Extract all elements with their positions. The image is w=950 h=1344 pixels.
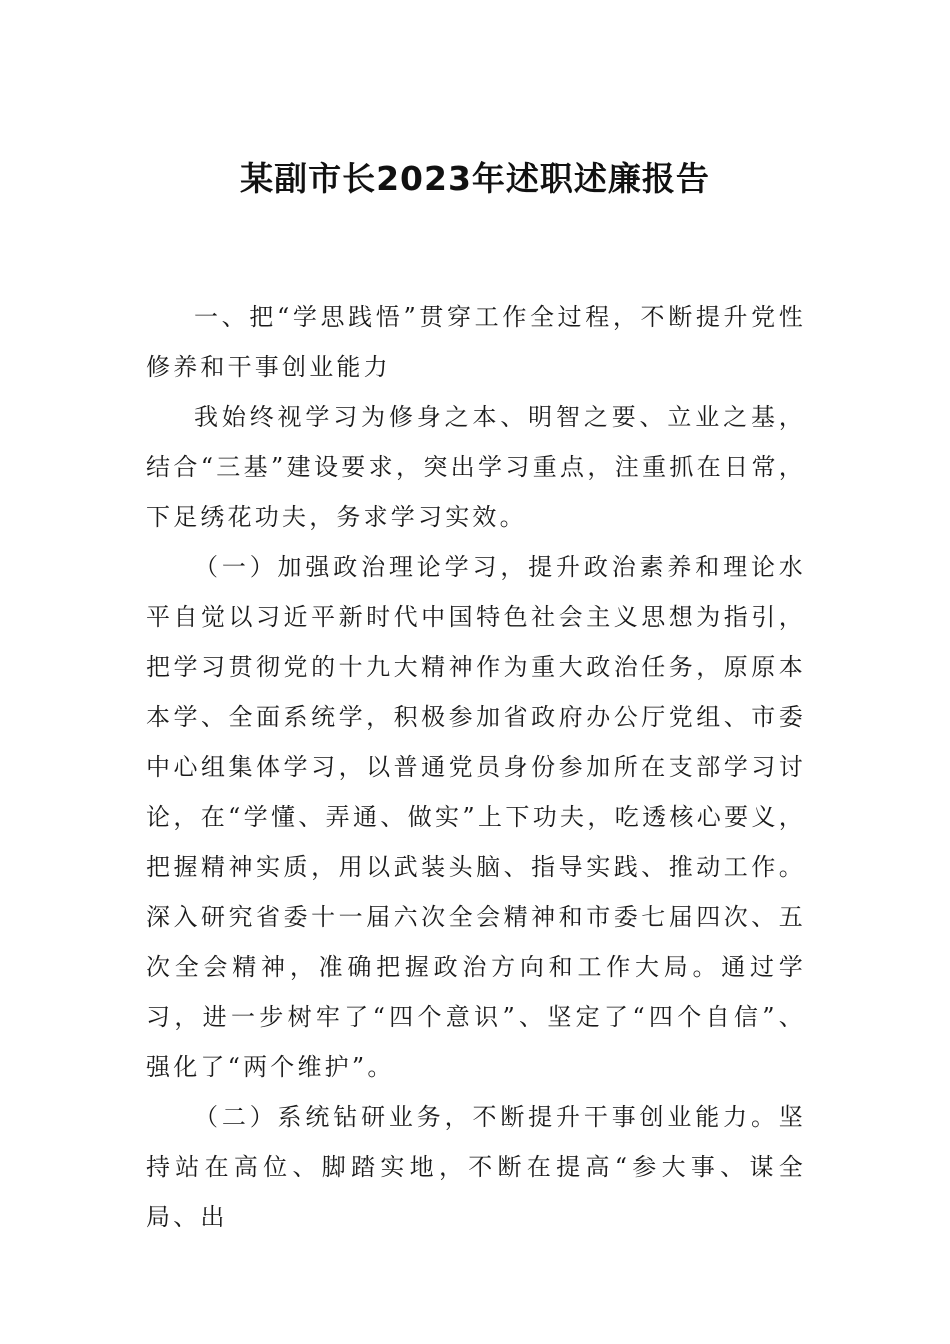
paragraph-subsection-2: （二）系统钻研业务，不断提升干事创业能力。坚持站在高位、脚踏实地，不断在提高“参大事、谋全局、出 bbox=[146, 1103, 806, 1231]
paragraph-intro: 我始终视学习为修身之本、明智之要、立业之基，结合“三基”建设要求，突出学习重点，注重抓在日常，下足绣花功夫，务求学习实效。 bbox=[146, 403, 806, 531]
paragraph-subsection-1: （一）加强政治理论学习，提升政治素养和理论水平自觉以习近平新时代中国特色社会主义思想为指引，把学习贯彻党的十九大精神作为重大政治任务，原原本本学、全面系统学，积极参加省政府办公厅党组、市委中心组集体学习，以普通党员身份参加所在支部学习讨论，在“学懂、弄通、做实”上下功夫，吃透核心要义，把握精神实质，用以武装头脑、指导实践、推动工作。深入研究省委十一届六次全会精神和市委七届四次、五次全会精神，准确把握政治方向和工作大局。通过学习，进一步树牢了“四个意识”、坚定了“四个自信”、强化了“两个维护”。 bbox=[146, 553, 806, 1081]
section-heading-1: 一、把“学思践悟”贯穿工作全过程，不断提升党性修养和干事创业能力 bbox=[146, 303, 806, 381]
document-body bbox=[146, 292, 806, 1242]
document-title: 某副市长2023年述职述廉报告 bbox=[240, 159, 710, 198]
